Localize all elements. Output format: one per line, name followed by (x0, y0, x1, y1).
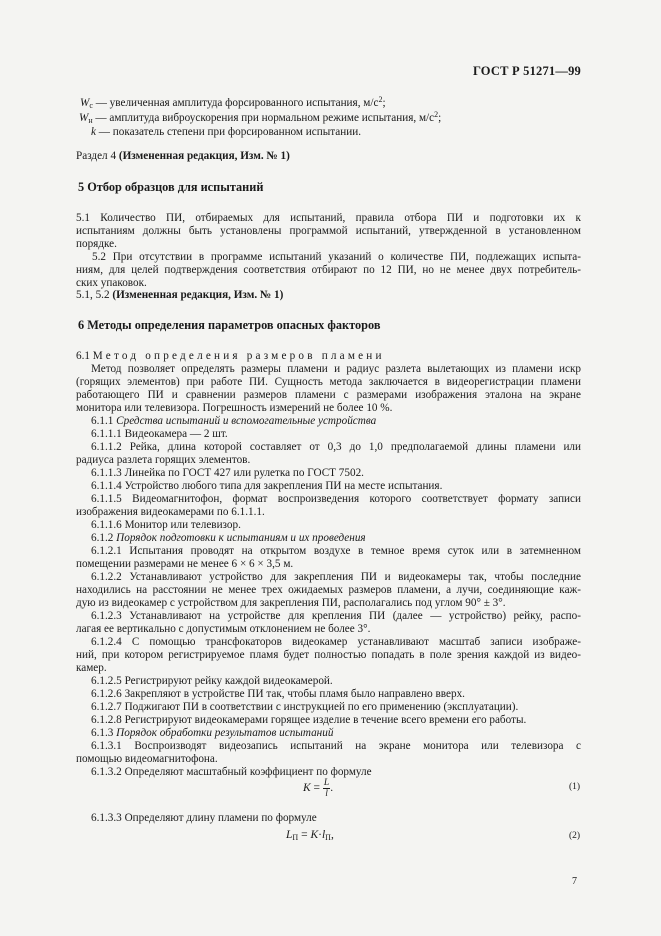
formula-2 (286, 829, 334, 841)
subsection-title: Средства испытаний и вспомогательные устройства (116, 415, 377, 427)
para-6-1-3-1-line2: помощью видеомагнитофона. (76, 753, 218, 765)
text: испытаниям должны быть установлены программой испытаний, утвержденной в установленном (76, 225, 581, 237)
formula-end: . (330, 782, 334, 795)
unit-superscript: 2 (434, 110, 439, 119)
definition-wc (80, 97, 386, 110)
text: ниям, для целей подтверждения соответствия отбирают по 12 ПИ, но не менее двух потребитель- (76, 264, 581, 276)
para-6-1-line3 (76, 389, 581, 402)
formula-lhs: K (303, 782, 311, 795)
subsection-title: Порядок обработки результатов испытаний (116, 727, 334, 739)
para-6-1-1-5-line2: изображения видеокамерами по 6.1.1.1. (76, 506, 265, 518)
note-prefix: Раздел 4 (76, 150, 119, 162)
para-5-2-line3: ских упаковок. (76, 277, 147, 289)
para-6-1-1-1: 6.1.1.1 Видеокамера — 2 шт. (91, 428, 228, 440)
text: 6.1.2.3 Устанавливают на устройстве для крепления ПИ (далее — устройство) рейку, распо- (91, 610, 581, 622)
para-5-1-line1 (76, 212, 581, 225)
formula-l: l (321, 829, 326, 841)
para-6-1-2-4-line2 (76, 649, 581, 662)
page-number: 7 (572, 876, 577, 887)
formula-l-subscript: П (325, 833, 331, 842)
para-6-1-line1 (91, 363, 581, 376)
para-6-1-2-2-line1 (91, 571, 581, 584)
para-6-1-1-4: 6.1.1.4 Устройство любого типа для закрепления ПИ на месте испытания. (91, 480, 443, 492)
formula-1 (303, 778, 333, 799)
symbol: W (79, 112, 89, 124)
formula-end: , (330, 829, 334, 841)
text: работающего ПИ и сравнении размеров пламени с размерами изображения эталона на экране (76, 389, 581, 401)
equation-number-1: (1) (569, 782, 581, 792)
section-5-title: 5 Отбор образцов для испытаний (78, 180, 264, 194)
para-6-1-2-3-line2: лагая ее вертикально с допустимым отклонением не более 3°. (76, 623, 371, 635)
subsection-number: 6.1.1 (91, 415, 117, 427)
para-6-1-2-8: 6.1.2.8 Регистрируют видеокамерами горящее изделие в течение всего времени его работы. (91, 714, 527, 726)
note-prefix: 5.1, 5.2 (76, 289, 113, 301)
subsection-6-1-3 (91, 727, 333, 740)
symbol-subscript: с (89, 101, 93, 110)
para-6-1-2-4-line3: камер. (76, 662, 107, 674)
para-6-1-3-3: 6.1.3.3 Определяют длину пламени по формуле (91, 812, 317, 824)
section-6-title: 6 Методы определения параметров опасных факторов (78, 318, 381, 332)
para-6-1-2-4-line1 (91, 636, 581, 649)
equation-number-2: (2) (569, 831, 581, 841)
definition-text: — показатель степени при форсированном испытании. (95, 126, 362, 138)
definition-end: ; (382, 97, 386, 109)
para-6-1-2-1-line2: помещении размерами не менее 6 × 6 × 3,5 м. (76, 558, 294, 570)
para-6-1-line4: монитора или телевизора. Погрешность измерений не более 10 %. (76, 402, 393, 414)
standard-header: ГОСТ Р 51271—99 (472, 64, 581, 78)
subsection-number: 6.1.2 (91, 532, 117, 544)
definition-text: — амплитуда виброускорения при нормальном режиме испытания, м/с (92, 112, 435, 124)
text: 5.1 Количество ПИ, отбираемых для испытаний, правила отбора ПИ и подготовки их к (76, 212, 581, 224)
definition-end: ; (438, 112, 442, 124)
para-6-1-2-6: 6.1.2.6 Закрепляют в устройстве ПИ так, чтобы пламя было направлено вверх. (91, 688, 465, 700)
definition-k (91, 126, 361, 139)
formula-lhs-subscript: П (292, 833, 299, 842)
text: 6.1.1.5 Видеомагнитофон, формат воспроизведения которого соответствует формату записи (91, 493, 581, 505)
definition-text: — увеличенная амплитуда форсированного испытания, м/с (92, 97, 379, 109)
method-title: Метод определения размеров пламени (92, 350, 385, 362)
para-6-1-3-2: 6.1.3.2 Определяют масштабный коэффициент по формуле (91, 766, 372, 778)
para-6-1-line2 (76, 376, 581, 389)
subsection-title: Порядок подготовки к испытаниям и их проведения (116, 532, 366, 544)
para-6-1-1-6: 6.1.1.6 Монитор или телевизор. (91, 519, 241, 531)
method-6-1-title (76, 350, 385, 363)
formula-lhs: L (286, 829, 293, 841)
text: 5.2 При отсутствии в программе испытаний указаний о количестве ПИ, подлежащих испыта- (92, 251, 581, 263)
para-6-1-2-2-line3: дую из видеокамер с устройством для закрепления ПИ, располагались под углом 90° ± 3°. (76, 597, 506, 609)
fraction-denominator: l (325, 789, 328, 799)
para-5-1-line3: порядке. (76, 238, 117, 250)
para-6-1-2-3-line1 (91, 610, 581, 623)
subsection-6-1-1 (91, 415, 376, 428)
text: находились на расстоянии не менее трех ожидаемых размеров пламени, а лучи, соединяющие каж- (76, 584, 581, 596)
symbol-subscript: н (88, 116, 93, 125)
text: 6.1.2.4 С помощью трансфокаторов видеокамер устанавливают масштаб записи изображе- (91, 636, 581, 648)
fraction-numerator: L (323, 778, 330, 788)
amendment-note-2 (76, 289, 283, 302)
symbol: W (80, 97, 90, 109)
formula-k: K (310, 829, 319, 841)
para-6-1-1-5-line1 (91, 493, 581, 506)
unit-superscript: 2 (378, 95, 383, 104)
text: 6.1.2.2 Устанавливают устройство для закрепления ПИ и видеокамеры так, чтобы последние (91, 571, 581, 583)
para-6-1-2-1-line1 (91, 545, 581, 558)
text: 6.1.3.1 Воспроизводят видеозапись испытаний на экране монитора или телевизора с (91, 740, 581, 752)
para-6-1-1-2-line2: радиуса разлета горящих элементов. (76, 454, 251, 466)
subsection-6-1-2 (91, 532, 366, 545)
symbol: k (91, 126, 96, 138)
note-bold: (Измененная редакция, Изм. № 1) (118, 150, 290, 162)
text: Метод позволяет определять размеры пламени и радиус разлета вылетающих из пламени искр (91, 363, 581, 375)
para-6-1-3-1-line1 (91, 740, 581, 753)
para-5-1-line2 (76, 225, 581, 238)
formula-equals: = (298, 829, 311, 841)
text: (горящих элементов) при работе ПИ. Сущность метода заключается в видеорегистрации пламени (76, 376, 581, 388)
method-number: 6.1 (76, 350, 93, 362)
para-6-1-2-5: 6.1.2.5 Регистрируют рейку каждой видеокамерой. (91, 675, 333, 687)
formula-dot: · (318, 829, 322, 841)
text: ний, при котором регистрируемое пламя будет полностью попадать в поле зрения каждой из видео- (76, 649, 581, 661)
amendment-note (76, 150, 290, 163)
para-6-1-2-7: 6.1.2.7 Поджигают ПИ в соответствии с инструкцией по его применению (эксплуатации). (91, 701, 519, 713)
para-6-1-1-2-line1 (91, 441, 581, 454)
formula-equals: = (310, 782, 323, 795)
para-5-2-line2 (76, 264, 581, 277)
para-6-1-1-3: 6.1.1.3 Линейка по ГОСТ 427 или рулетка по ГОСТ 7502. (91, 467, 364, 479)
subsection-number: 6.1.3 (91, 727, 117, 739)
para-6-1-2-2-line2 (76, 584, 581, 597)
definition-wn (79, 112, 441, 125)
note-bold: (Измененная редакция, Изм. № 1) (112, 289, 284, 301)
para-5-2-line1 (92, 251, 581, 264)
text: 6.1.2.1 Испытания проводят на открытом воздухе в темное время суток или в затемненном (91, 545, 581, 557)
text: 6.1.1.2 Рейка, длина которой составляет от 0,3 до 1,0 предполагаемой длины пламени или (91, 441, 581, 453)
